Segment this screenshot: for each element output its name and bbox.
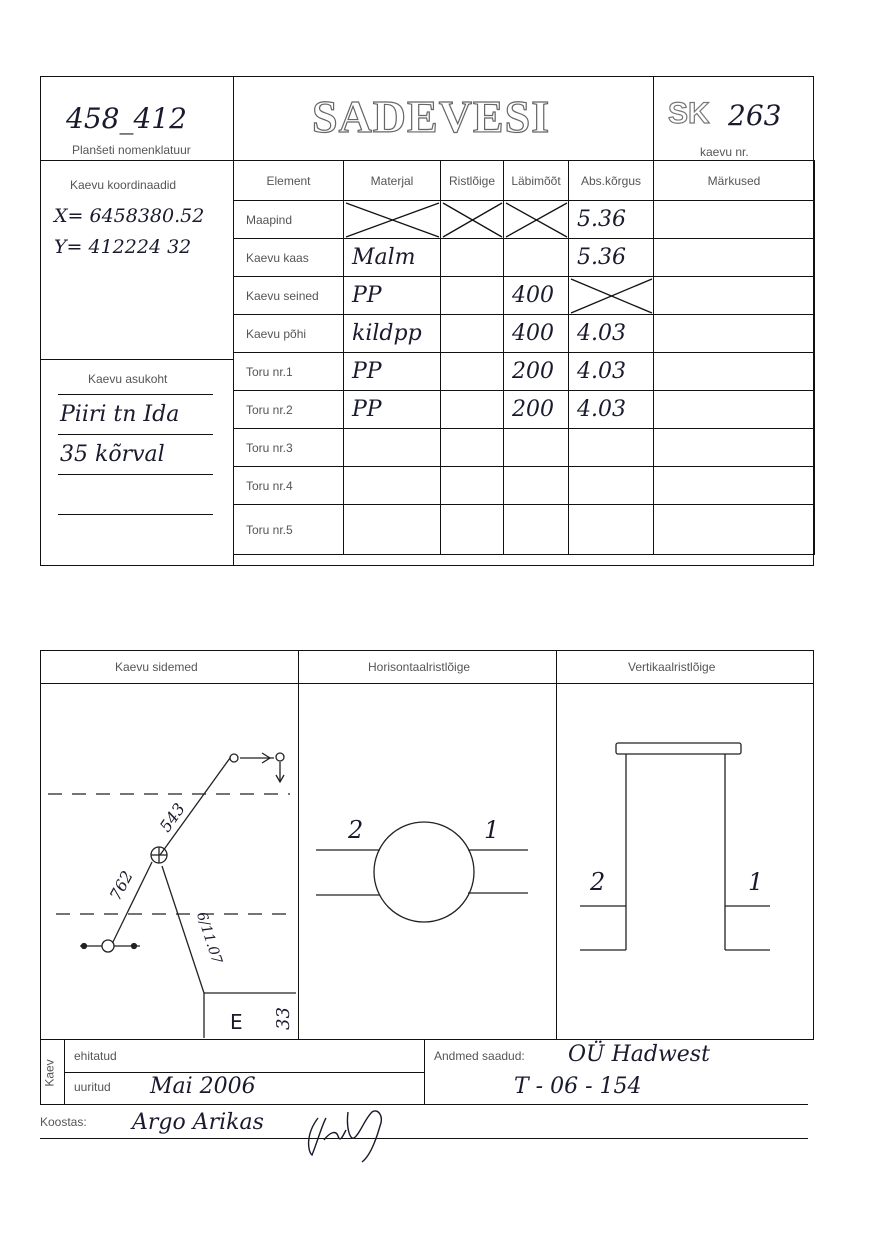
table-row [234,277,815,315]
table-row [234,505,815,555]
pipe-1-label-vertical: 1 [748,868,764,896]
row-notes [654,239,815,277]
row-section [441,467,504,505]
drawings-frame [40,650,814,1040]
row-height: 4.03 [569,353,654,391]
divider [40,683,814,684]
vertical-section-label: Vertikaalristlõige [628,660,716,674]
surveyed-date: Mai 2006 [150,1074,256,1099]
divider [298,650,299,1040]
house-label: E [230,1010,243,1034]
row-material [344,429,441,467]
compiled-label: Koostas: [40,1115,87,1129]
table-row [234,201,815,239]
row-notes [654,353,815,391]
table-row [234,353,815,391]
table-row [234,429,815,467]
divider [40,359,233,360]
connections-label: Kaevu sidemed [115,660,198,674]
divider [40,1040,41,1104]
horizontal-section-label: Horisontaalristlõige [368,660,471,674]
crossed-cell [344,201,441,239]
row-diameter [504,429,569,467]
divider [40,160,233,161]
row-material [344,505,441,555]
row-diameter: 200 [504,391,569,429]
row-diameter [504,505,569,555]
well-label: kaevu nr. [700,145,749,159]
coord-x: X= 6458380.52 [54,205,205,227]
table-row [234,239,815,277]
crossed-cell [504,201,569,239]
row-element: Kaevu kaas [234,239,344,277]
well-prefix: SK [668,97,710,130]
divider [40,1104,808,1105]
row-element: Toru nr.5 [234,505,344,555]
element-table [233,160,815,555]
divider [40,1138,808,1139]
row-notes [654,467,815,505]
row-element: Maapind [234,201,344,239]
row-diameter [504,239,569,277]
col-header-notes: Märkused [654,161,815,201]
table-header-row [234,161,815,201]
divider [424,1040,425,1104]
page-title: SADEVESI [312,91,551,142]
row-section [441,277,504,315]
location-underline [58,394,213,395]
row-notes [654,277,815,315]
row-section [441,505,504,555]
location-underline [58,434,213,435]
location-line2: 35 kõrval [60,442,165,467]
col-header-height: Abs.kõrgus [569,161,654,201]
data-source-company: OÜ Hadwest [568,1042,710,1067]
row-element: Toru nr.3 [234,429,344,467]
cross-mark [441,201,504,239]
built-label: ehitatud [74,1049,117,1063]
row-material: PP [344,277,441,315]
cross-mark [569,277,654,315]
row-material: PP [344,353,441,391]
row-section [441,391,504,429]
row-notes [654,391,815,429]
divider [64,1072,424,1073]
table-row [234,391,815,429]
crossed-cell [441,201,504,239]
row-notes [654,315,815,353]
row-height: 4.03 [569,315,654,353]
location-label: Kaevu asukoht [88,372,168,386]
row-element: Toru nr.4 [234,467,344,505]
nomenclature-value: 458_412 [66,102,187,135]
col-header-element: Element [234,161,344,201]
row-element: Kaevu seined [234,277,344,315]
row-section [441,353,504,391]
row-height [569,505,654,555]
col-header-section: Ristlõige [441,161,504,201]
row-notes [654,429,815,467]
row-section [441,315,504,353]
cross-mark [504,201,569,239]
pipe-2-label-vertical: 2 [590,868,606,896]
dim-lower-label: 762 [105,867,137,904]
compiled-name: Argo Arikas [132,1110,264,1135]
dim-upper-label: 543 [155,799,189,836]
row-notes [654,201,815,239]
row-height: 5.36 [569,239,654,277]
row-element: Toru nr.2 [234,391,344,429]
footer-side-label: Kaev [42,1059,57,1087]
row-material [344,467,441,505]
data-source-code: T - 06 - 154 [514,1074,642,1099]
location-underline [58,474,213,475]
row-element: Toru nr.1 [234,353,344,391]
coord-y: Y= 412224 32 [54,236,192,258]
nomenclature-label: Planšeti nomenklatuur [72,143,191,157]
well-number: 263 [728,99,782,132]
house-number: 33 [272,1007,294,1030]
row-height: 5.36 [569,201,654,239]
row-height: 4.03 [569,391,654,429]
row-material: Malm [344,239,441,277]
row-diameter: 400 [504,277,569,315]
divider [556,650,557,1040]
col-header-diameter: Läbimõõt [504,161,569,201]
row-notes [654,505,815,555]
row-height [569,429,654,467]
coords-label: Kaevu koordinaadid [70,178,177,192]
dim-side-label: 6/11.07 [192,909,225,967]
row-section [441,429,504,467]
pipe-1-label-horizontal: 1 [484,816,500,844]
surveyed-label: uuritud [74,1080,111,1094]
row-element: Kaevu põhi [234,315,344,353]
table-row [234,315,815,353]
row-material: PP [344,391,441,429]
row-diameter: 200 [504,353,569,391]
row-diameter: 400 [504,315,569,353]
crossed-cell [569,277,654,315]
row-section [441,239,504,277]
divider [653,76,654,160]
row-diameter [504,467,569,505]
table-row [234,467,815,505]
cross-mark [344,201,441,239]
col-header-material: Materjal [344,161,441,201]
pipe-2-label-horizontal: 2 [348,816,364,844]
row-material: kildpp [344,315,441,353]
data-source-label: Andmed saadud: [434,1049,525,1063]
row-height [569,467,654,505]
location-line1: Piiri tn Ida [60,402,180,427]
location-underline [58,514,213,515]
